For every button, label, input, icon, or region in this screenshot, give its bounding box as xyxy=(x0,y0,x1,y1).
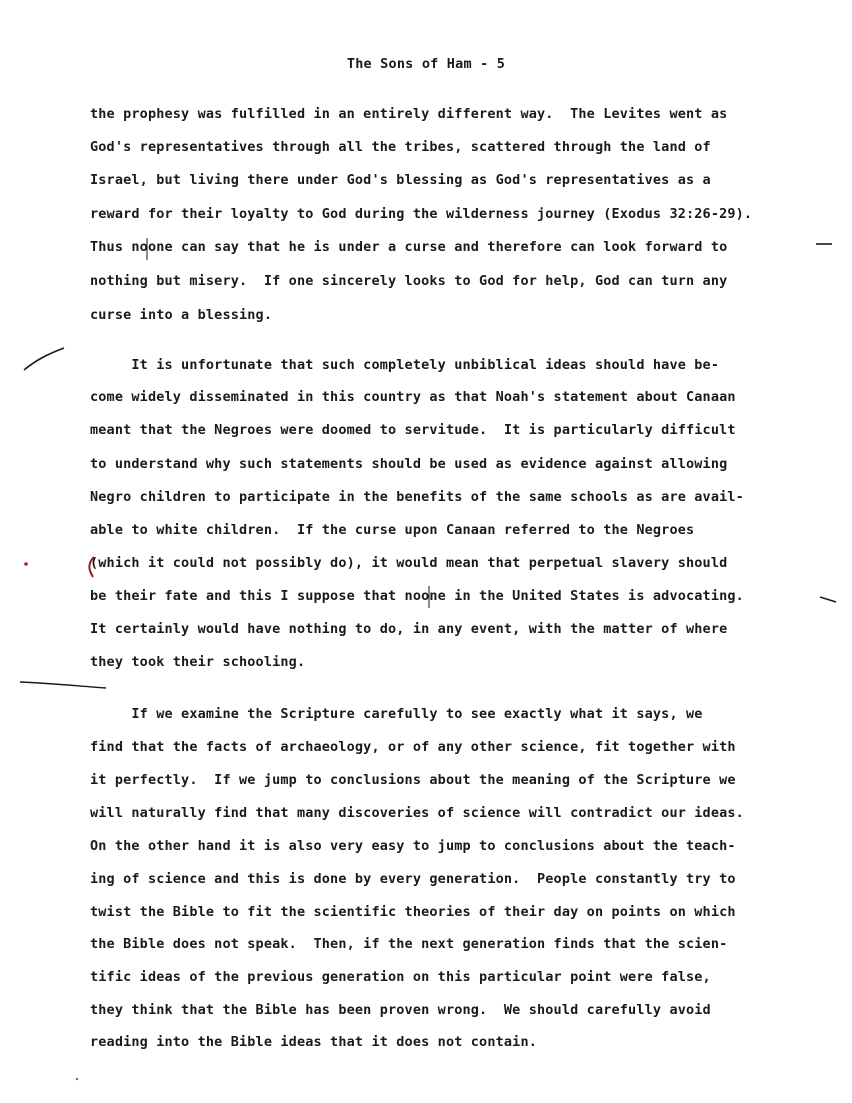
p2-line-10: they took their schooling. xyxy=(90,654,306,670)
p3-line-5: On the other hand it is also very easy to jump to conclusions about the teach- xyxy=(90,838,736,854)
p3-line-11: reading into the Bible ideas that it does not contain. xyxy=(90,1034,537,1050)
p3-line-3: it perfectly. If we jump to conclusions about the meaning of the Scripture we xyxy=(90,772,736,788)
margin-dash-right-upper xyxy=(814,240,834,248)
margin-pen-stroke-left-lower xyxy=(18,676,108,692)
p1-line-6: nothing but misery. If one sincerely looks to God for help, God can turn any xyxy=(90,273,728,289)
p2-line-8: be their fate and this I suppose that noone in the United States is advocating. xyxy=(90,588,744,604)
p3-line-2: find that the facts of archaeology, or of any other science, fit together with xyxy=(90,739,736,755)
p3-line-4: will naturally find that many discoveries of science will contradict our ideas. xyxy=(90,805,744,821)
p2-line-1: It is unfortunate that such completely unbiblical ideas should have be- xyxy=(90,357,720,373)
p3-line-6: ing of science and this is done by every generation. People constantly try to xyxy=(90,871,736,887)
p3-line-7: twist the Bible to fit the scientific theories of their day on points on which xyxy=(90,904,736,920)
red-pen-bracket xyxy=(86,555,96,579)
p2-line-4: to understand why such statements should be used as evidence against allowing xyxy=(90,456,728,472)
p1-line-1: the prophesy was fulfilled in an entirely different way. The Levites went as xyxy=(90,106,728,122)
page-header: The Sons of Ham - 5 xyxy=(346,56,506,72)
p1-line-2: God's representatives through all the tribes, scattered through the land of xyxy=(90,139,711,155)
p3-line-9: tific ideas of the previous generation on this particular point were false, xyxy=(90,969,711,985)
p2-line-9: It certainly would have nothing to do, in any event, with the matter of where xyxy=(90,621,728,637)
pen-insert-mark-2 xyxy=(426,584,432,610)
p3-line-1: If we examine the Scripture carefully to see exactly what it says, we xyxy=(90,706,703,722)
pen-insert-mark-1 xyxy=(144,236,150,262)
p2-line-2: come widely disseminated in this country as that Noah's statement about Canaan xyxy=(90,389,736,405)
red-pen-dot xyxy=(22,560,30,568)
p2-line-3: meant that the Negroes were doomed to servitude. It is particularly difficult xyxy=(90,422,736,438)
p1-line-3: Israel, but living there under God's blessing as God's representatives as a xyxy=(90,172,711,188)
margin-dash-right-lower xyxy=(818,594,838,604)
p3-line-10: they think that the Bible has been proven wrong. We should carefully avoid xyxy=(90,1002,711,1018)
p2-line-6: able to white children. If the curse upon Canaan referred to the Negroes xyxy=(90,522,695,538)
p1-line-4: reward for their loyalty to God during the wilderness journey (Exodus 32:26-29). xyxy=(90,206,753,222)
stray-dot xyxy=(74,1076,80,1082)
p1-line-5: Thus noone can say that he is under a curse and therefore can look forward to xyxy=(90,239,728,255)
margin-pen-stroke-left-upper xyxy=(22,344,66,374)
p3-line-8: the Bible does not speak. Then, if the next generation finds that the scien- xyxy=(90,936,728,952)
p1-line-7: curse into a blessing. xyxy=(90,307,273,323)
p2-line-5: Negro children to participate in the benefits of the same schools as are avail- xyxy=(90,489,744,505)
p2-line-7: (which it could not possibly do), it would mean that perpetual slavery should xyxy=(90,555,728,571)
